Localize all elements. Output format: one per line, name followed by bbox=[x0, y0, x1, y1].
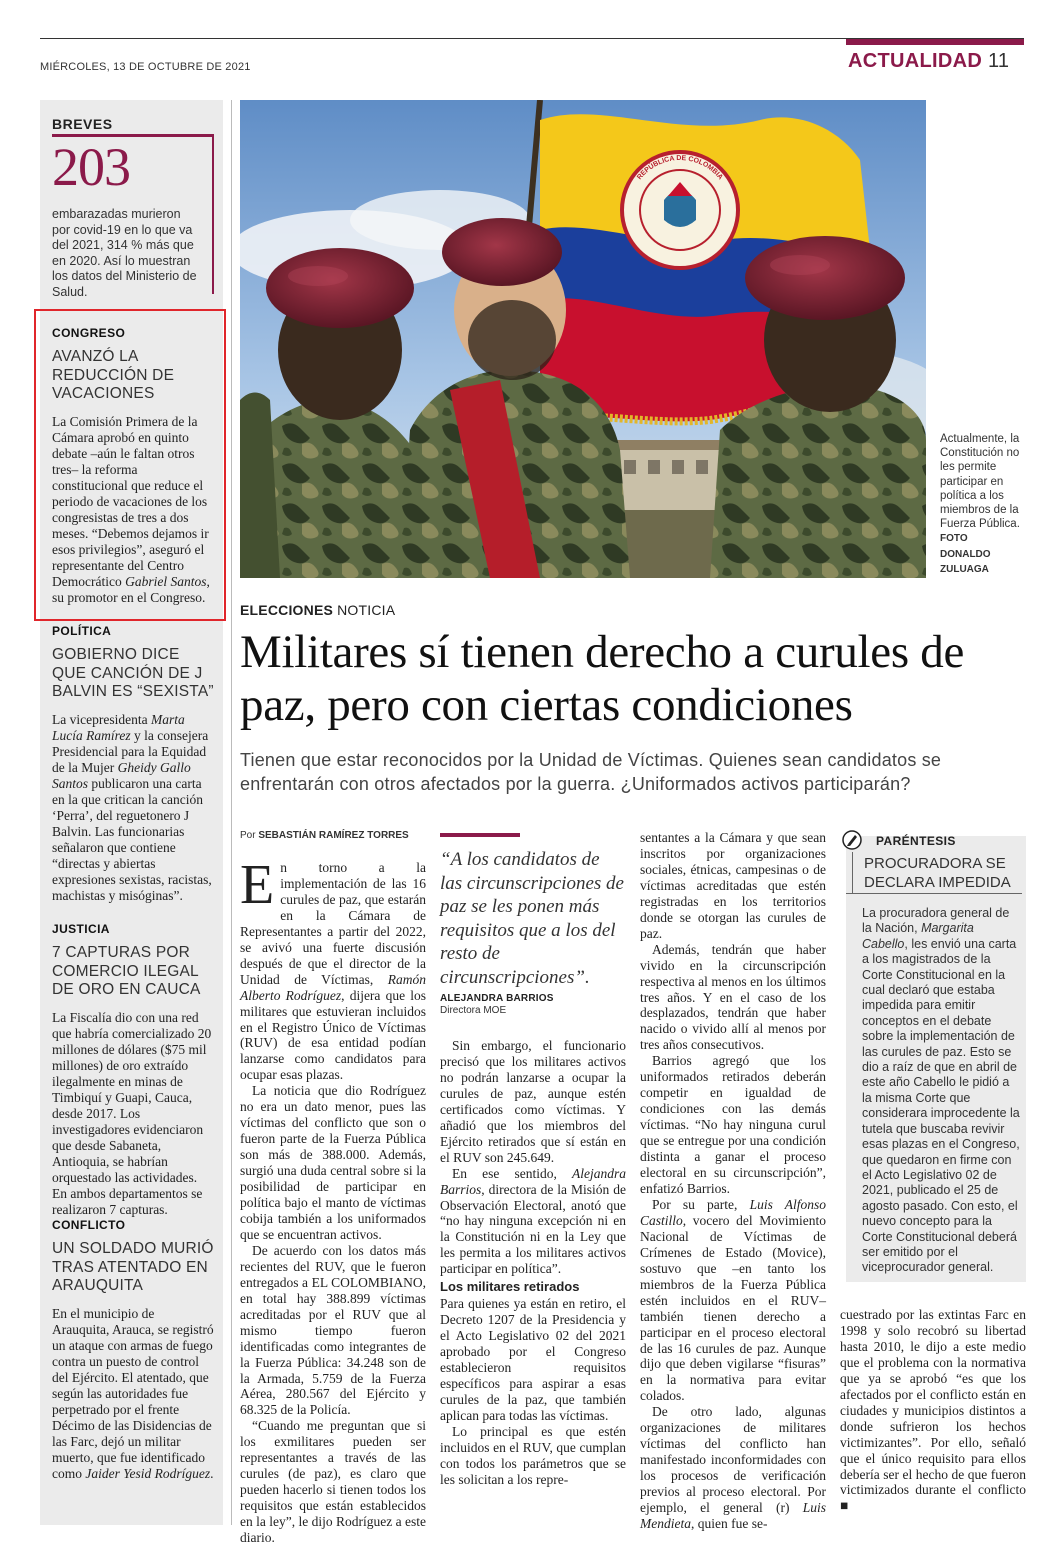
col4-text: cuestrado por las extintas Farc en 1998 y solo recobró su libertad hasta 2010, le dijo a este medio que el problema con la normativa que ya se aprobó “es que los afectados por el conflicto están en ciudades y municipios distintos a donde sufrieron los hechos victimizantes”. Por ello, señaló que el único requisito para ellos debería ser el hecho de que fueron victimizados durante el conflicto bbox=[840, 1307, 1026, 1498]
kicker-normal: NOTICIA bbox=[337, 602, 396, 618]
parentesis-rule bbox=[846, 893, 1022, 894]
breves-vertical-rule bbox=[212, 134, 214, 294]
col3-text: De otro lado, algunas organizaciones de militares víctimas del conflicto han manifestado inconformidades con los procesos de verificación previos al proceso electoral. Por ejemplo, el general (r) bbox=[640, 1404, 826, 1516]
brief-body-text: , su promotor en el Congreso. bbox=[52, 573, 210, 605]
col2-text: , directora de la Misión de Observación Electoral, anotó que “no hay ninguna excepción ni en la Constitución ni en la Ley que les permita a los militares activos participar en política”. bbox=[440, 1181, 626, 1277]
brief-body bbox=[52, 712, 214, 904]
col3-name: Luis Mendieta bbox=[640, 1500, 826, 1531]
col1-text: , dijera que los militares que estuvieran incluidos en el Registro Único de Víctimas (RUV) de esa entidad podían lanzarse como candidatos para ocupar esas plazas. bbox=[240, 987, 426, 1083]
brief-body-text: y la consejera Presidencial para la Equidad de la Mujer bbox=[52, 727, 209, 775]
breves-tag: BREVES bbox=[52, 116, 113, 132]
sidebar-separator bbox=[231, 100, 232, 1525]
caption-text: Actualmente, la Constitución no les permite participar en política a los miembros de la Fuerza Pública. bbox=[940, 433, 1020, 531]
col2-paragraph: Lo principal es que estén incluidos en el RUV, que cumplan con todos los parámetros que se les solicitan a los repre- bbox=[440, 1423, 626, 1487]
brief-body-name: Marta Lucía Ramírez bbox=[52, 711, 185, 743]
col2-name: Alejandra Barrios bbox=[440, 1165, 626, 1197]
brief-politica bbox=[52, 624, 214, 904]
parentesis-text: , les envió una carta a los magistrados de la Corte Constitucional en la cual declaró que estaba impedida para emitir conceptos en el debate sobre la implementación de las curules de paz. Esto se dio a raíz de que en abril de este año Cabello le pidió a la misma Corte que considerara improcedente la tutela que buscaba revivir esas plazas en el Congreso, que quedaron en firme con el Acto Legislativo 02 de 2021, publicado el 25 de agosto pasado. Con esto, el nuevo concepto para la Corte Constitucional deberá ser emitido por el viceprocurador general. bbox=[862, 936, 1020, 1275]
brief-body bbox=[52, 1306, 214, 1482]
brief-body: La Fiscalía dio con una red que habría comercializado 20 millones de dólares ($75 mil millones) de oro extraído ilegalmente en minas de Timbiquí y Guapi, Cauca, desde 2017. Los investigadores evidenciaron que desde Sabaneta, Antioquia, se habrían orquestado las actividades. En ambos departamentos se realizaron 7 capturas. bbox=[52, 1009, 212, 1217]
col1-text: n torno a la implementación de las 16 curules de paz, que estarán en la Cámara de Representantes a partir del 2022, se avivó una fuerte discusión después de que el director de la Unidad de Víctimas, bbox=[240, 860, 426, 987]
col3-paragraph bbox=[640, 1197, 826, 1404]
parentesis-vertical-rule bbox=[852, 852, 853, 894]
parentesis-text: La procuradora general de la Nación, bbox=[862, 906, 1010, 936]
caption-credit-name: DONALDO ZULUAGA bbox=[940, 548, 991, 575]
brief-body-name: Jaider Yesid Rodríguez bbox=[85, 1465, 211, 1481]
section-bar bbox=[846, 39, 1024, 45]
col1-paragraph: “Cuando me preguntan que si los exmilitares pueden ser representantes a través de las curules (de paz), es claro que pueden hacerlo si tienen todos los requisitos que están establecidos en la ley”, le dijo Rodríguez a este diario. bbox=[240, 1418, 426, 1546]
brief-body-name: Gheidy Gallo Santos bbox=[52, 759, 191, 791]
col3-text: , vocero del Movimiento Nacional de Víctimas de Crímenes de Estado (Movice), sostuvo que –en tanto los miembros de la Fuerza Pública estén incluidos en el RUV– también tienen derecho a participar en el proceso electoral de las 16 curules de paz. Aunque dijo que deben vigilarse “fisuras” en la normativa para evitar colados. bbox=[640, 1212, 826, 1404]
brief-conflicto bbox=[52, 1218, 214, 1482]
article-column-4 bbox=[840, 1307, 1026, 1514]
soldiers-with-flag-illustration bbox=[240, 100, 926, 578]
brief-kicker: CONFLICTO bbox=[52, 1218, 126, 1232]
kicker-bold: ELECCIONES bbox=[240, 602, 334, 618]
brief-kicker: JUSTICIA bbox=[52, 922, 110, 936]
article-column-1 bbox=[240, 854, 426, 1546]
article-column-3 bbox=[640, 830, 826, 1532]
brief-body-name: Gabriel Santos bbox=[125, 573, 207, 589]
parentesis-kicker: PARÉNTESIS bbox=[876, 834, 956, 848]
byline-prefix: Por bbox=[240, 830, 256, 841]
parentesis-pen-icon bbox=[842, 830, 862, 850]
brief-justicia bbox=[52, 922, 214, 1218]
brief-kicker: CONGRESO bbox=[52, 326, 126, 340]
parentesis-headline: PROCURADORA SE DECLARA IMPEDIDA bbox=[864, 855, 1011, 891]
byline-name: SEBASTIÁN RAMÍREZ TORRES bbox=[258, 830, 409, 841]
article-headline: Militares sí tienen derecho a curules de paz, pero con ciertas condiciones bbox=[240, 626, 965, 731]
caption-credit-label: FOTO bbox=[940, 533, 968, 545]
quote-author-role: Directora MOE bbox=[440, 1005, 507, 1016]
pull-quote: “A los candidatos de las circunscripciones de paz se les ponen más requisitos que a los del resto de circunscripciones”. bbox=[440, 849, 624, 988]
brief-body-text: En el municipio de Arauquita, Arauca, se registró un ataque con armas de fuego contra un puesto de control del Ejército. El atentado, que según las autoridades fue perpetrado por el frente Décimo de las Disidencias de las Farc, dejó un militar muerto, que fue identificado como bbox=[52, 1305, 214, 1481]
byline bbox=[240, 830, 409, 841]
flag-seal-icon bbox=[622, 152, 738, 268]
section-label bbox=[848, 50, 1009, 73]
parentesis-body bbox=[862, 906, 1022, 1276]
brief-body-text: publicaron una carta en la que critican la canción ‘Perra’, del reguetonero J Balvin. Las funcionarias señalaron que contiene “directas y abiertas expresiones sexistas, racistas, machistas y misóginas”. bbox=[52, 775, 212, 903]
brief-kicker: POLÍTICA bbox=[52, 624, 112, 638]
col3-text: Por su parte, bbox=[652, 1196, 750, 1212]
article-column-2 bbox=[440, 1038, 626, 1488]
brief-body-text: La vicepresidenta bbox=[52, 711, 151, 727]
col3-paragraph bbox=[640, 1404, 826, 1532]
col2-paragraph: Sin embargo, el funcionario precisó que los militares activos no podrán lanzarse a ocupar la curules de paz, aunque estén certificados como víctimas. Y añadió que los miembros del Ejército retirados que sí están en el RUV son 245.649. bbox=[440, 1038, 626, 1165]
col4-paragraph bbox=[840, 1307, 1026, 1514]
col2-paragraph: Para quienes ya están en retiro, el Decreto 1207 de la Presidencia y el Acto Legislativo 02 del 2021 aprobado por el Congreso establecieron requisitos específicos para aspirar a esas curules de la paz, que también aplican para todas las víctimas. bbox=[440, 1296, 626, 1423]
photo-caption bbox=[940, 432, 1026, 577]
col3-text: , quien fue se- bbox=[690, 1515, 768, 1531]
brief-headline: AVANZÓ LA REDUCCIÓN DE VACACIONES bbox=[52, 348, 175, 402]
col1-name: Ramón Alberto Rodríguez bbox=[240, 971, 426, 1003]
quote-rule bbox=[440, 833, 520, 837]
section-name: ACTUALIDAD bbox=[848, 50, 983, 72]
highlight-box bbox=[34, 309, 226, 621]
brief-headline: UN SOLDADO MURIÓ TRAS ATENTADO EN ARAUQUITA bbox=[52, 1240, 214, 1294]
col3-name: Luis Alfonso Castillo bbox=[640, 1196, 826, 1228]
breves-text: embarazadas murieron por covid-19 en lo que va del 2021, 314 % más que en 2020. Así lo muestran los datos del Ministerio de Salud. bbox=[52, 207, 197, 299]
col2-paragraph bbox=[440, 1166, 626, 1278]
col1-paragraph: La noticia que dio Rodríguez no era un dato menor, pues las víctimas del conflicto que son o fueron parte de la Fuerza Pública son más de 388.000. Además, surgió una duda central sobre si la posibilidad de participar en política bajo el manto de víctimas cobija también a los uniformados que se encuentran activos. bbox=[240, 1083, 426, 1242]
drop-cap: E bbox=[240, 854, 275, 916]
brief-headline: 7 CAPTURAS POR COMERCIO ILEGAL DE ORO EN CAUCA bbox=[52, 944, 201, 998]
brief-body-text: La Comisión Primera de la Cámara aprobó en quinto debate –aún le faltan otros tres– la reforma constitucional que reduce el periodo de vacaciones de los congresistas de tres a dos meses. “Debemos dejamos ir esos privilegios”, aseguró el representante del Centro Democrático bbox=[52, 413, 209, 589]
flag-seal-text-path: REPÚBLICA DE COLOMBIA bbox=[636, 154, 724, 182]
col3-paragraph: sentantes a la Cámara y que sean inscritos por organizaciones sociales, étnicas, campesinas o de víctimas acreditadas que estén registradas en los territorios donde se otorgan las curules de paz. bbox=[640, 830, 826, 941]
article-kicker bbox=[240, 602, 395, 618]
col3-paragraph: Además, tendrán que haber vivido en la circunscripción respectiva al menos en los últimos tres años. Y en el caso de los desplazados, tendrán que haber nacido o vivido allí al menos por tres años consecutivos. bbox=[640, 941, 826, 1053]
quote-author: ALEJANDRA BARRIOS bbox=[440, 993, 554, 1004]
parentesis-name: Margarita Cabello bbox=[862, 921, 974, 951]
issue-date: MIÉRCOLES, 13 DE OCTUBRE DE 2021 bbox=[40, 61, 251, 73]
article-deck: Tienen que estar reconocidos por la Unidad de Víctimas. Quienes sean candidatos se enfrentarán con otros afectados por la guerra. ¿Uniformados activos participarán? bbox=[240, 750, 942, 794]
brief-body-text: . bbox=[210, 1465, 214, 1481]
col3-paragraph: Barrios agregó que los uniformados retirados deberán competir en igualdad de condiciones con las demás víctimas. “No hay ninguna curul que se entregue por una condición distinta a ganar el proceso electoral en su circunscripción”, enfatizó Barrios. bbox=[640, 1053, 826, 1196]
col1-paragraph: De acuerdo con los datos más recientes del RUV, que le fueron entregados a EL COLOMBIANO, en total hay 388.899 víctimas acreditadas por el RUV que al mismo tiempo fueron identificadas como integrantes de la Fuerza Pública: 34.248 son de la Armada, 5.759 de la Fuerza Aérea, 280.567 del Ejército y 68.325 de la Policía. bbox=[240, 1242, 426, 1418]
article-subhead: Los militares retirados bbox=[440, 1279, 580, 1295]
end-mark: ■ bbox=[840, 1498, 849, 1514]
brief-headline: GOBIERNO DICE QUE CANCIÓN DE J BALVIN ES “SEXISTA” bbox=[52, 646, 214, 700]
page-number: 11 bbox=[987, 50, 1010, 72]
lead-photo bbox=[240, 100, 926, 578]
col2-text: En ese sentido, bbox=[452, 1165, 572, 1181]
breves-number: 203 bbox=[52, 137, 130, 197]
